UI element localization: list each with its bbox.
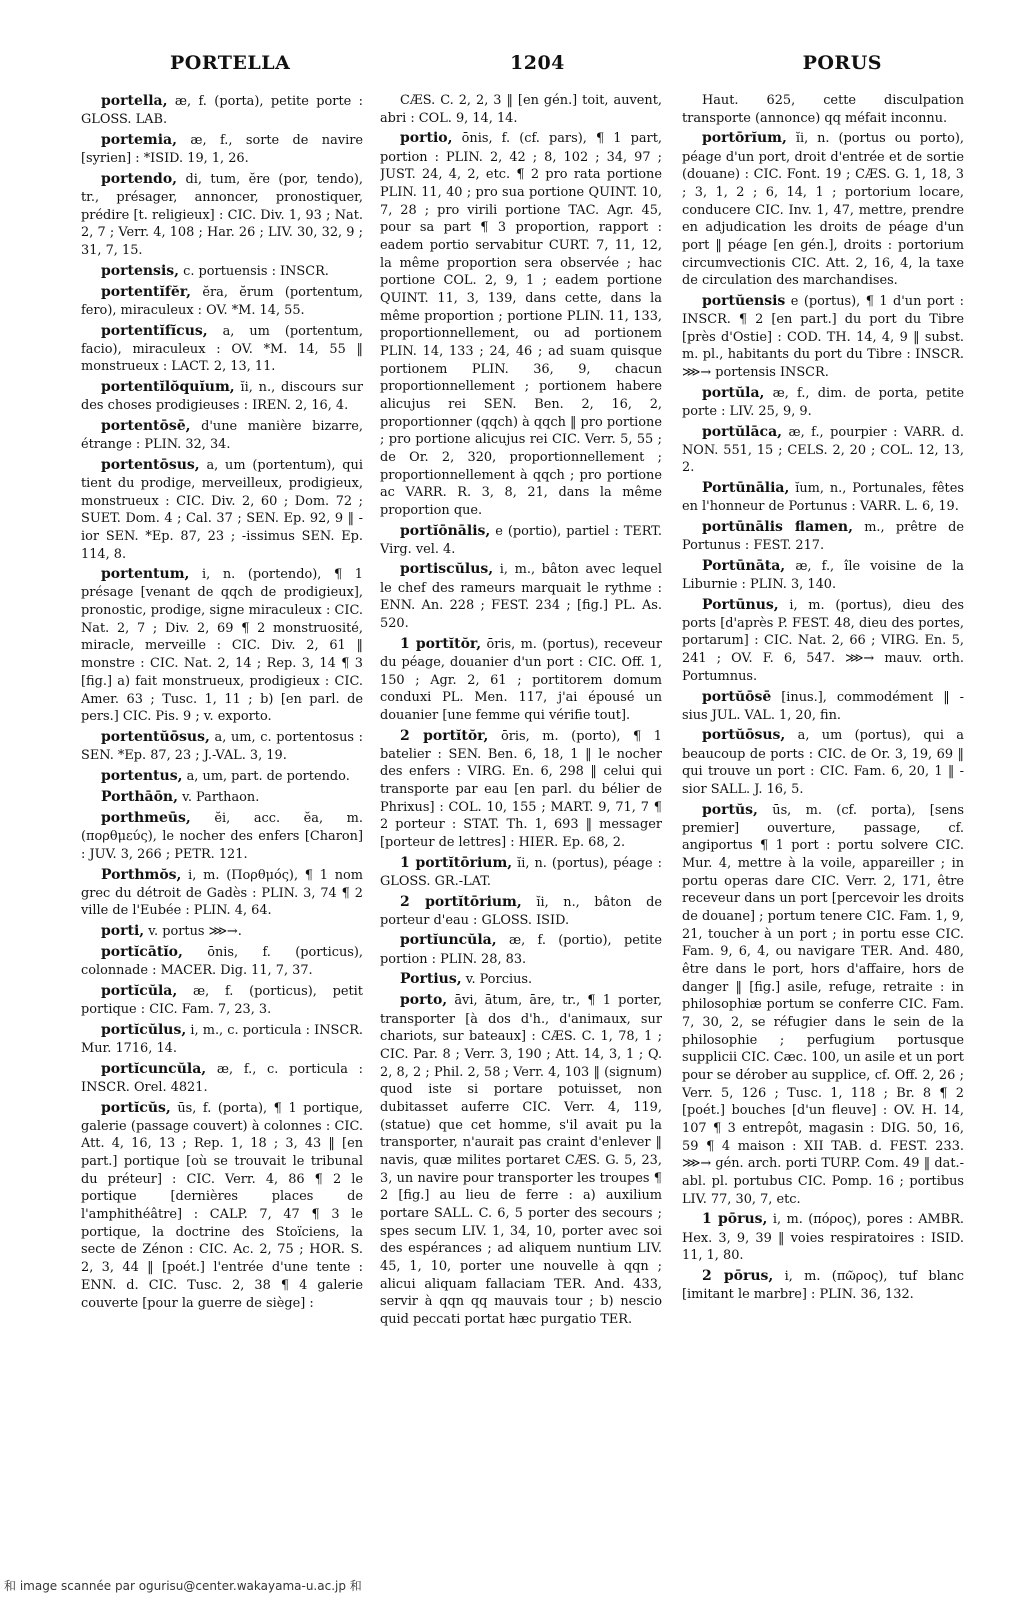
- entry-definition: ōnis, f. (porticus), colonnade : MACER. Dig. 11, 7, 37.: [81, 945, 363, 979]
- entry-headword: portensis,: [101, 262, 180, 279]
- entry-headword: Portius,: [400, 971, 462, 988]
- dictionary-entry: [81, 92, 363, 129]
- entry-definition: [inus.], commodément ‖ -sius JUL. VAL. 1, 20, fin.: [682, 689, 964, 723]
- dictionary-entry: [380, 970, 662, 989]
- dictionary-entry: [81, 417, 363, 454]
- header-right-word: PORUS: [802, 52, 882, 74]
- dictionary-entry: [682, 479, 964, 516]
- dictionary-entry: [380, 522, 662, 559]
- dictionary-entry: [682, 384, 964, 421]
- entry-headword: portĭcŭlus,: [101, 1021, 187, 1038]
- entry-definition: i, n. (portendo), ¶ 1 présage [venant de qqch de prodigieux], pronostic, prodige, signe miraculeux : CIC. Nat. 2, 7 ; Div. 2, 69 ¶ 2 monstruosité, miracle, merveille : CIC. Div. 2, 61 ‖ monstre : CIC. Nat. 2, 14 ; Rep. 3, 14 ¶ 3 [fig.] a) fait monstrueux, prodigieux : CIC. Amer. 63 ; Tusc. 1, 11 ; b) [en parl. de pers.] CIC. Pis. 9 ; v. exporto.: [81, 567, 363, 725]
- entry-definition: i, m. (portus), dieu des ports [d'après P. FEST. 48, dieu des portes, portarum] : CIC. Nat. 2, 66 ; VIRG. En. 5, 241 ; OV. F. 6, 547. ⋙→ mauv. orth. Portumnus.: [682, 597, 964, 684]
- dictionary-entry: [81, 131, 363, 168]
- dictionary-entry: [81, 283, 363, 320]
- column-3: [682, 92, 964, 1572]
- entry-definition: ōris, m. (portus), receveur du péage, douanier d'un port : CIC. Off. 1, 150 ; Agr. 2, 61 ; portitorem domum conduxi PL. Men. 117, j'ai épousé un douanier [une femme qui vérifie tout].: [380, 636, 662, 723]
- dictionary-entry: [81, 943, 363, 980]
- entry-definition: a, um (portentum), qui tient du prodige, merveilleux, prodigieux, monstrueux : CIC. Div. 2, 60 ; Dom. 72 ; SUET. Dom. 4 ; Cal. 37 ; SEN. Ep. 92, 9 ‖ -ior SEN. *Ep. 87, 23 ; -issimus SEN. Ep. 114, 8.: [81, 457, 363, 562]
- dictionary-entry: [81, 456, 363, 564]
- entry-headword: 2 portĭtŏr,: [400, 727, 489, 744]
- dictionary-entry: [81, 565, 363, 726]
- dictionary-entry: [682, 129, 964, 290]
- entry-definition: v. Porcius.: [465, 972, 533, 988]
- entry-definition: m., prêtre de Portunus : FEST. 217.: [682, 519, 964, 554]
- entry-definition: v. portus ⋙→.: [148, 924, 242, 940]
- entry-definition: d'une manière bizarre, étrange : PLIN. 32, 34.: [81, 418, 363, 453]
- entry-definition: ĕra, ĕrum (portentum, fero), miraculeux : OV. *M. 14, 55.: [81, 284, 363, 318]
- entry-definition: æ, f., sorte de navire [syrien] : *ISID. 19, 1, 26.: [81, 132, 363, 167]
- scan-credit: 和 image scannée par ogurisu@center.wakayama-u.ac.jp 和: [4, 1579, 362, 1593]
- entry-headword: 1 portĭtōrium,: [400, 854, 513, 871]
- dictionary-entry: [81, 767, 363, 786]
- entry-definition: i, m. (πόρος), pores : AMBR. Hex. 3, 9, 39 ‖ voies respiratoires : ISID. 11, 1, 80.: [682, 1212, 964, 1264]
- entry-definition: ĕi, acc. ĕa, m. (πορθμεύς), le nocher des enfers [Charon] : JUV. 3, 266 ; PETR. 121.: [81, 811, 363, 862]
- entry-headword: portŭla,: [702, 384, 765, 401]
- dictionary-entry: [682, 596, 964, 686]
- dictionary-entry: [380, 560, 662, 632]
- entry-definition: æ, f., dim. de porta, petite porte : LIV. 25, 9, 9.: [682, 385, 964, 419]
- column-1: [81, 92, 363, 1572]
- entry-headword: portŭs,: [702, 801, 758, 818]
- entry-headword: portentĭfĕr,: [101, 283, 192, 300]
- dictionary-entry: [81, 1060, 363, 1097]
- entry-definition: ōris, m. (porto), ¶ 1 batelier : SEN. Ben. 6, 18, 1 ‖ le nocher des enfers : VIRG. En. 6, 298 ‖ celui qui transporte par eau [en parl. du bélier de Phrixus] : COL. 10, 155 ; MART. 9, 71, 7 ¶ 2 porteur : STAT. Th. 1, 693 ‖ messager [porteur de lettres] : HIER. Ep. 68, 2.: [380, 728, 662, 851]
- entry-headword: portio,: [400, 130, 453, 147]
- dictionary-entry: [380, 893, 662, 930]
- dictionary-entry: [81, 788, 363, 807]
- header-left-word: PORTELLA: [170, 52, 291, 74]
- dictionary-entry: [81, 866, 363, 921]
- entry-headword: porthmeūs,: [101, 810, 191, 827]
- dictionary-entry: [81, 1021, 363, 1058]
- dictionary-entry: [81, 1099, 363, 1313]
- entry-headword: portĭcŭla,: [101, 983, 178, 1000]
- entry-headword: Porthāōn,: [101, 788, 178, 805]
- dictionary-entry: [81, 922, 363, 941]
- dictionary-entry: [81, 170, 363, 260]
- dictionary-entry: [380, 931, 662, 968]
- entry-headword: portentum,: [101, 566, 190, 583]
- dictionary-entry: [380, 854, 662, 891]
- dictionary-entry: [682, 1210, 964, 1265]
- entry-definition: āvi, ātum, āre, tr., ¶ 1 porter, transporter [à dos d'h., d'animaux, sur chariots, sur bateaux] : CÆS. C. 1, 78, 1 ; CIC. Par. 8 ; Verr. 3, 190 ; Att. 14, 3, 1 ; Q. 2, 8, 2 ; Phil. 2, 58 ; Verr. 4, 103 ‖ (signum) quod iste si portare potuisset, non dubitasset auferre CIC. Verr. 4, 119, (statue) que cet homme, s'il avait pu la transporter, n'aurait pas craint d'enlever ‖ navis, quæ milites portaret CÆS. G. 5, 23, 3, un navire pour transporter les troupes ¶ 2 [fig.] au lieu de ferre : a) auxilium portare SALL. C. 6, 5 porter des secours ; spes secum LIV. 1, 34, 10, porter avec soi des espérances ; ad aliquem nuntium LIV. 45, 1, 10, porter une nouvelle à qqn ; alicui aliquam fallaciam TER. And. 433, servir à qqn qq mauvais tour ; b) nescio quid peccati portat hæc purgatio TER.: [380, 993, 662, 1328]
- entry-definition: CÆS. C. 2, 2, 3 ‖ [en gén.] toit, auvent, abri : COL. 9, 14, 14.: [380, 93, 662, 126]
- entry-definition: c. portuensis : INSCR.: [183, 263, 329, 279]
- entry-headword: portella,: [101, 93, 168, 109]
- entry-definition: a, um (portus), qui a beaucoup de ports : CIC. de Or. 3, 19, 69 ‖ qui trouve un port : CIC. Fam. 6, 20, 1 ‖ -sior SALL. J. 16, 5.: [682, 728, 964, 797]
- entry-headword: 1 portĭtŏr,: [400, 635, 482, 652]
- entry-definition: æ, f., c. porticula : INSCR. Orel. 4821.: [81, 1061, 363, 1095]
- dictionary-entry: [380, 727, 662, 852]
- entry-definition: di, tum, ĕre (por, tendo), tr., présager, annoncer, pronostiquer, prédire [t. religieux] : CIC. Div. 1, 93 ; Nat. 2, 7 ; Verr. 4, 108 ; Har. 26 ; LIV. 30, 32, 9 ; 31, 7, 15.: [81, 171, 363, 258]
- entry-headword: portĭcŭs,: [101, 1099, 171, 1116]
- dictionary-entry: [682, 518, 964, 555]
- dictionary-entry: [682, 726, 964, 798]
- entry-headword: portentŭōsus,: [101, 728, 210, 745]
- entry-definition: a, um, c. portentosus : SEN. *Ep. 87, 23 ; J.-VAL. 3, 19.: [81, 729, 363, 764]
- entry-definition: i, m., bâton avec lequel le chef des rameurs marquait le rythme : ENN. An. 228 ; FEST. 234 ; [fig.] PL. As. 520.: [380, 562, 662, 631]
- entry-headword: portentus,: [101, 767, 183, 784]
- entry-headword: portōrĭum,: [702, 130, 787, 147]
- entry-headword: portiscŭlus,: [400, 561, 494, 578]
- entry-headword: portemia,: [101, 131, 177, 148]
- dictionary-entry: [81, 982, 363, 1019]
- entry-definition: a, um (portentum, facio), miraculeux : OV. *M. 14, 55 ‖ monstrueux : LACT. 2, 13, 11.: [81, 323, 363, 375]
- entry-headword: porti,: [101, 923, 145, 940]
- entry-definition: i, m. (πῶρος), tuf blanc [imitant le marbre] : PLIN. 36, 132.: [682, 1269, 964, 1303]
- dictionary-entry: [380, 92, 662, 127]
- entry-definition: ĭi, n., discours sur des choses prodigieuses : IREN. 2, 16, 4.: [81, 380, 363, 414]
- entry-headword: portĭuncŭla,: [400, 932, 497, 949]
- dictionary-entry: [380, 991, 662, 1328]
- entry-definition: e (portus), ¶ 1 d'un port : INSCR. ¶ 2 [en part.] du port du Tibre [près d'Ostie] : COD. TH. 14, 4, 9 ‖ subst. m. pl., habitants du port du Tibre : INSCR. ⋙→ portensis INSCR.: [682, 293, 964, 381]
- entry-headword: portentĭlŏquĭum,: [101, 379, 235, 396]
- entry-headword: Portūnāta,: [702, 557, 786, 574]
- entry-definition: æ, f., île voisine de la Liburnie : PLIN. 3, 140.: [682, 558, 964, 592]
- entry-definition: i, m., c. porticula : INSCR. Mur. 1716, 14.: [81, 1022, 363, 1057]
- entry-headword: portentōsē,: [101, 417, 191, 434]
- entry-headword: portūnālis flamen,: [702, 518, 853, 535]
- dictionary-entry: [380, 635, 662, 725]
- dictionary-entry: [81, 262, 363, 281]
- entry-headword: portendo,: [101, 170, 178, 187]
- entry-definition: ĭi, n. (portus ou porto), péage d'un port, droit d'entrée et de sortie (douane) : CIC. Font. 19 ; CÆS. G. 1, 18, 3 ; 3, 1, 2 ; 6, 14, 1 ; portorium locare, conducere CIC. Inv. 1, 47, mettre, prendre en adjudication les droits de péage d'un port ‖ péage [en gén.], droits : portorium circumvectionis CIC. Att. 2, 16, 4, la taxe de circulation des marchandises.: [682, 131, 964, 289]
- dictionary-entry: [81, 378, 363, 415]
- running-header: [0, 52, 1024, 86]
- entry-headword: Portūnus,: [702, 596, 779, 613]
- entry-definition: æ, f. (porta), petite porte : GLOSS. LAB.: [81, 94, 363, 128]
- dictionary-entry: [682, 423, 964, 478]
- dictionary-entry: [81, 322, 363, 377]
- dictionary-entry: [380, 129, 662, 519]
- entry-headword: portŭensis: [702, 292, 786, 309]
- entry-definition: v. Parthaon.: [182, 789, 260, 805]
- entry-headword: portŭōsē: [702, 688, 772, 705]
- entry-definition: ūs, m. (cf. porta), [sens premier] ouverture, passage, cf. angiportus ¶ 1 port : portu solvere CIC. Mur. 4, mettre à la voile, appareiller ; in portu operas dare CIC. Verr. 2, 171, être receveur dans un port [percevoir les droits de douane] ; portum tenere CIC. Fam. 1, 9, 21, toucher à un port ; in portu esse CIC. Fam. 9, 6, 4, ou navigare TER. And. 480, être dans le port, hors d'affaire, hors de danger ‖ [fig.] asile, refuge, retraite : in philosophiæ portum se conferre CIC. Fam. 7, 30, 2, se réfugier dans le sein de la philosophie ; perfugium portusque supplicii CIC. Cæc. 100, un asile et un port pour se dérober au supplice, cf. Off. 2, 26 ; Verr. 5, 126 ; Tusc. 1, 118 ; Br. 8 ¶ 2 [poét.] bouches [d'un fleuve] : OV. H. 14, 107 ¶ 3 entrepôt, magasin : DIG. 50, 16, 59 ¶ 4 maison : XII TAB. d. FEST. 233. ⋙→ gén. arch. porti TURP. Com. 49 ‖ dat.-abl. pl. portubus CIC. Pomp. 16 ; portibus LIV. 77, 30, 7, etc.: [682, 802, 964, 1207]
- entry-definition: ĭi, n., bâton de porteur d'eau : GLOSS. ISID.: [380, 894, 662, 928]
- entry-headword: 2 pōrus,: [702, 1268, 774, 1284]
- entry-definition: æ, f. (porticus), petit portique : CIC. Fam. 7, 23, 3.: [81, 984, 363, 1018]
- entry-definition: æ, f., pourpier : VARR. d. NON. 551, 15 ; CELS. 2, 20 ; COL. 12, 13, 2.: [682, 424, 964, 476]
- dictionary-entry: [81, 809, 363, 864]
- dictionary-entry: [682, 557, 964, 594]
- entry-definition: æ, f. (portio), petite portion : PLIN. 28, 83.: [380, 933, 662, 967]
- entry-headword: porto,: [400, 992, 448, 1009]
- dictionary-entry: [682, 92, 964, 127]
- dictionary-entry: [682, 801, 964, 1209]
- dictionary-entry: [81, 728, 363, 765]
- entry-headword: portĭcuncŭla,: [101, 1060, 207, 1077]
- entry-definition: e (portio), partiel : TERT. Virg. vel. 4.: [380, 523, 662, 557]
- page-number: 1204: [510, 52, 565, 74]
- column-2: [380, 92, 662, 1572]
- entry-headword: portĭcātĭo,: [101, 944, 183, 961]
- entry-headword: portŭōsus,: [702, 727, 786, 744]
- entry-definition: i, m. (Πορθμός), ¶ 1 nom grec du détroit de Gadès : PLIN. 3, 74 ¶ 2 ville de l'Eubée : PLIN. 4, 64.: [81, 867, 363, 919]
- dictionary-entry: [682, 292, 964, 382]
- entry-headword: portentĭfĭcus,: [101, 322, 208, 339]
- entry-headword: portŭlāca,: [702, 423, 783, 440]
- entry-headword: portentōsus,: [101, 456, 200, 473]
- entry-headword: Portūnālia,: [702, 480, 790, 497]
- entry-definition: ōnis, f. (cf. pars), ¶ 1 part, portion : PLIN. 2, 42 ; 8, 102 ; 34, 97 ; JUST. 24, 4, 2, etc. ¶ 2 pro rata portione PLIN. 11, 40 ; pro sua portione QUINT. 10, 7, 28 ; pro virili portione TAC. Agr. 45, pour sa part ¶ 3 proportion, rapport : eadem portio servabitur CURT. 7, 11, 12, la même proportion sera observée ; hac portione COL. 2, 9, 1 ; eadem portione QUINT. 11, 3, 139, dans cette, dans la même proportion ; portione PLIN. 11, 133, proportionnellement, ou ad portionem PLIN. 14, 133 ; 24, 46 ; ad suam quisque portionem PLIN. 36, 9, chacun proportionnellement ; portionem habere alicujus rei SEN. Ben. 2, 16, 2, proportionner (qqch) à qqch ‖ pro portione ; pro portione alicujus rei CIC. Verr. 5, 55 ; de Or. 2, 320, proportionnellement ; proportionnellement à qqch ; pro portione ac VARR. R. 3, 8, 21, dans la même proportion que.: [380, 131, 662, 518]
- entry-headword: 1 pōrus,: [702, 1211, 768, 1228]
- entry-headword: portĭōnālis,: [400, 522, 491, 539]
- entry-headword: Porthmŏs,: [101, 866, 182, 883]
- entry-definition: ĭi, n. (portus), péage : GLOSS. GR.-LAT.: [380, 855, 662, 889]
- dictionary-entry: [682, 688, 964, 725]
- entry-headword: 2 portĭtōrium,: [400, 893, 522, 910]
- entry-definition: ūs, f. (porta), ¶ 1 portique, galerie (passage couvert) à colonnes : CIC. Att. 4, 16, 13 ; Rep. 1, 18 ; 3, 43 ‖ [en part.] portique [où se trouvait le tribunal du préteur] : CIC. Verr. 4, 86 ¶ 2 le portique [dernières places de l'amphithéâtre] : CALP. 7, 47 ¶ 3 le portique, la doctrine des Stoïciens, la secte de Zénon : CIC. Ac. 2, 75 ; HOR. S. 2, 3, 44 ‖ [poét.] l'entrée d'une tente : ENN. d. CIC. Tusc. 2, 38 ¶ 4 galerie couverte [pour la guerre de siège] :: [81, 1100, 363, 1311]
- entry-definition: ĭum, n., Portunales, fêtes en l'honneur de Portunus : VARR. L. 6, 19.: [682, 481, 964, 515]
- dictionary-entry: [682, 1267, 964, 1304]
- entry-definition: a, um, part. de portendo.: [186, 768, 350, 784]
- entry-definition: Haut. 625, cette disculpation transporte (annonce) qq méfait inconnu.: [682, 93, 964, 126]
